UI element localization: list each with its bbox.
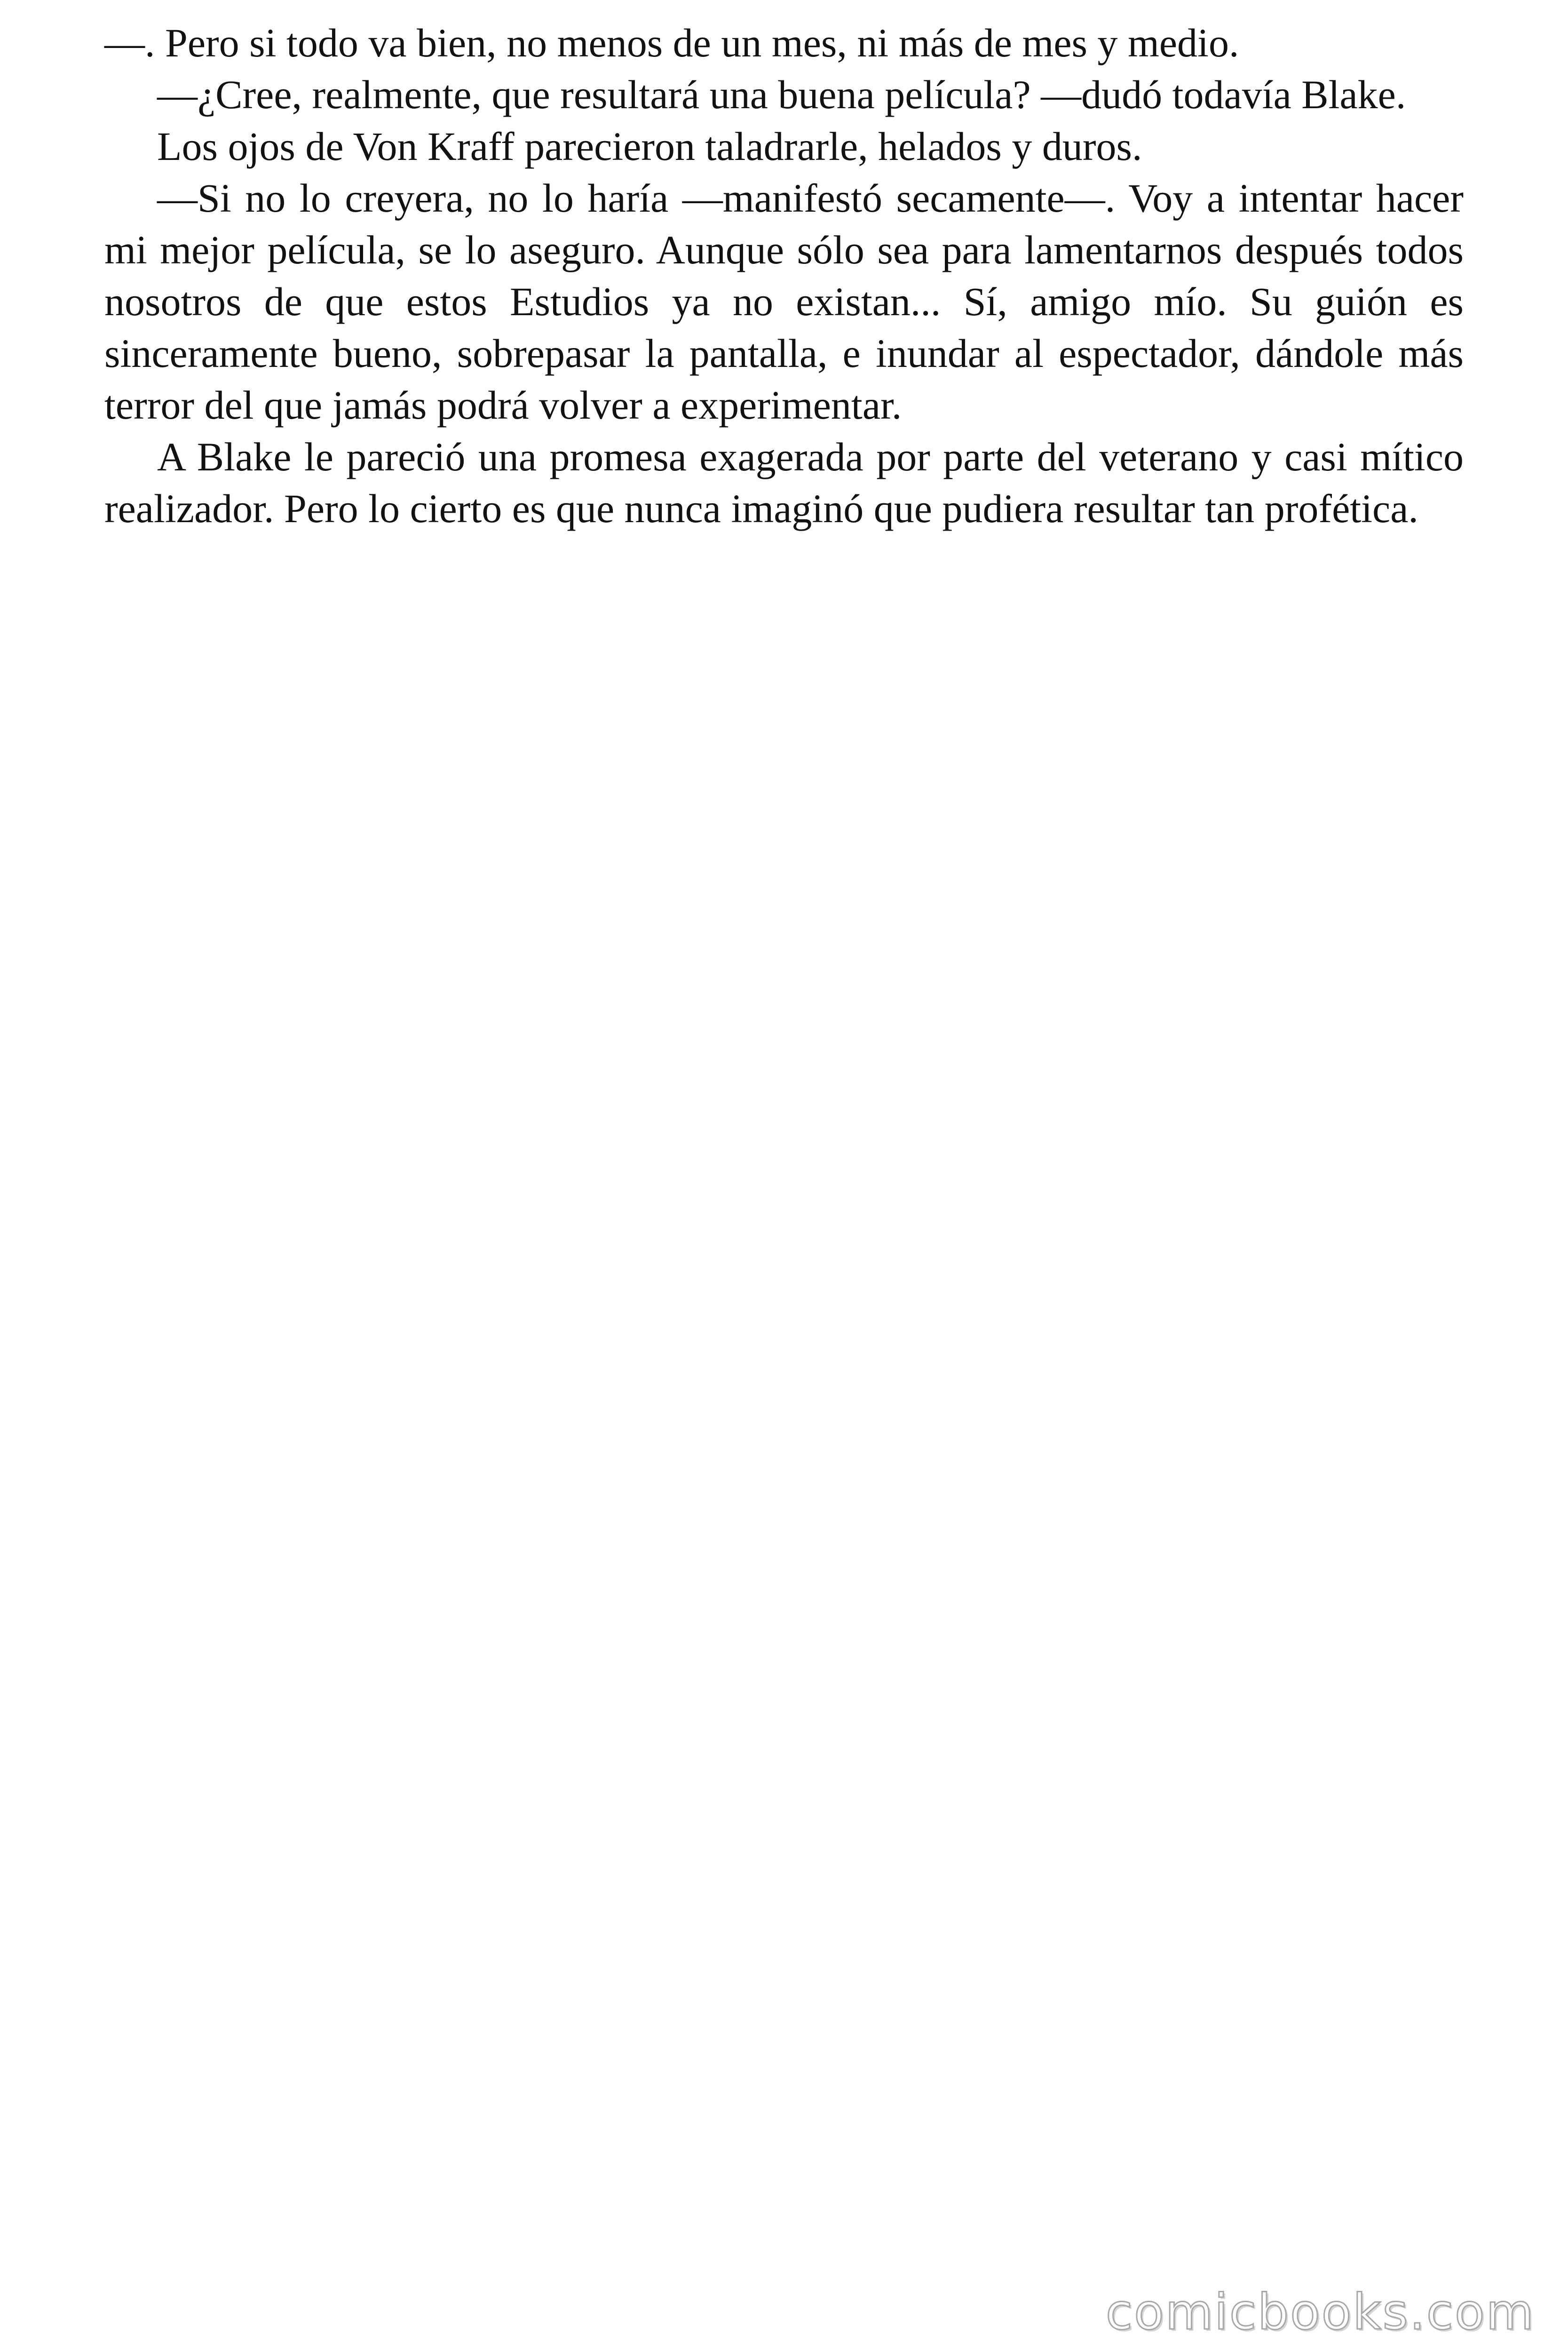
body-text xyxy=(104,17,1464,534)
paragraph-4: —Si no lo creyera, no lo haría —manifestó secamente—. Voy a intentar hacer mi mejor película, se lo aseguro. Aunque sólo sea para lamentarnos después todos nosotros de que estos Estudios ya no existan... Sí, amigo mío. Su guión es sinceramente bueno, sobrepasar la pantalla, e inundar al espectador, dándole más terror del que jamás podrá volver a experimentar. xyxy=(104,175,1464,428)
paragraph-5: A Blake le pareció una promesa exagerada por parte del veterano y casi mítico realizador. Pero lo cierto es que nunca imaginó que pudiera resultar tan profética. xyxy=(104,434,1464,531)
paragraph-2: —¿Cree, realmente, que resultará una buena película? —dudó todavía Blake. xyxy=(157,72,1406,117)
paragraph-1: —. Pero si todo va bien, no menos de un mes, ni más de mes y medio. xyxy=(104,20,1239,65)
paragraph-3: Los ojos de Von Kraff parecieron taladrarle, helados y duros. xyxy=(157,124,1142,169)
watermark-logo: comicbooks.com xyxy=(1105,2283,1535,2341)
